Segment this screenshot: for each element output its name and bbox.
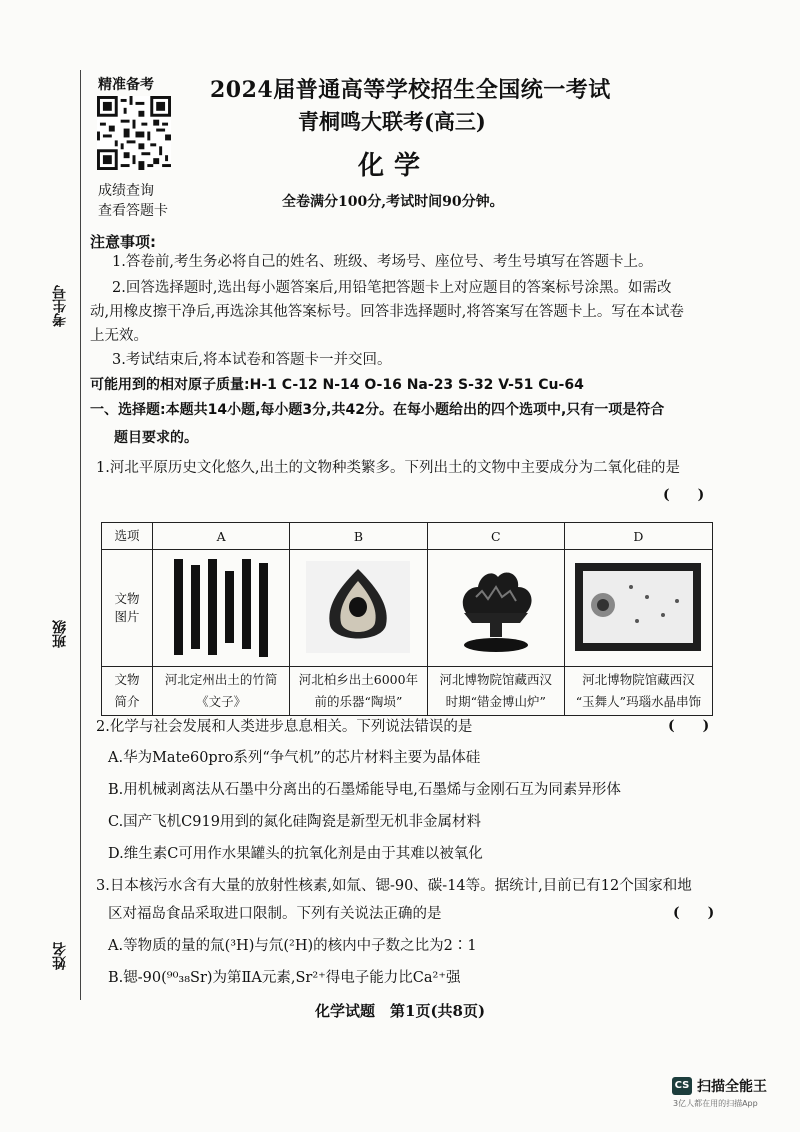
image-jade-dancer — [564, 550, 712, 667]
qr-code[interactable] — [97, 96, 171, 170]
table-header-image: 文物 图片 — [102, 550, 153, 667]
bamboo-slips-image — [161, 557, 281, 657]
q2-option-b: B.用机械剥离法从石墨中分离出的石墨烯能导电,石墨烯与金刚石互为同素异形体 — [108, 782, 621, 798]
notice-heading: 注意事项: — [90, 233, 156, 251]
q3-answer-blank[interactable]: ( ) — [673, 905, 715, 921]
option-desc-c: 河北博物院馆藏西汉 时期“错金博山炉” — [427, 667, 564, 716]
option-desc-a: 河北定州出土的竹简 《文子》 — [153, 667, 290, 716]
q2-option-d: D.维生素C可用作水果罐头的抗氧化剂是由于其难以被氧化 — [108, 846, 483, 862]
option-desc-b: 河北柏乡出土6000年 前的乐器“陶埙” — [290, 667, 427, 716]
qr-title: 精准备考 — [98, 77, 154, 93]
notice-item-2-line2: 动,用橡皮擦干净后,再选涂其他答案标号。回答非选择题时,将答案写在答题卡上。写在本试卷 — [90, 304, 684, 320]
image-pottery-xun — [290, 550, 427, 667]
q3-option-b: B.锶-90(⁹⁰₃₈Sr)为第ⅡA元素,Sr²⁺得电子能力比Ca²⁺强 — [108, 970, 461, 986]
section-heading-line1: 一、选择题:本题共14小题,每小题3分,共42分。在每小题给出的四个选项中,只有一项是符合 — [90, 402, 665, 418]
q3-stem-line1: 3.日本核污水含有大量的放射性核素,如氚、锶-90、碳-14等。据统计,目前已有12个国家和地 — [96, 878, 692, 894]
qr-caption-scores: 成绩查询 — [98, 183, 154, 199]
scanner-tagline: 3亿人都在用的扫描App — [673, 1099, 758, 1108]
option-letter-d: D — [564, 523, 712, 550]
atomic-masses: 可能用到的相对原子质量:H-1 C-12 N-14 O-16 Na-23 S-32 V-51 Cu-64 — [90, 377, 584, 393]
class-label: 班级 — [52, 620, 68, 648]
q1-answer-blank[interactable]: ( ) — [663, 487, 705, 503]
notice-item-2-line1: 2.回答选择题时,选出每小题答案后,用铅笔把答题卡上对应题目的答案标号涂黑。如需改 — [112, 280, 672, 296]
q3-option-a: A.等物质的量的氚(³H)与氘(²H)的核内中子数之比为2∶1 — [108, 938, 477, 954]
section-heading-line2: 题目要求的。 — [114, 430, 198, 446]
option-desc-d: 河北博物院馆藏西汉 “玉舞人”玛瑙水晶串饰 — [564, 667, 712, 716]
exam-title: 2024届普通高等学校招生全国统一考试 — [210, 77, 611, 103]
q3-stem-line2: 区对福岛食品采取进口限制。下列有关说法正确的是 — [108, 906, 442, 922]
option-letter-a: A — [153, 523, 290, 550]
image-incense-burner — [427, 550, 564, 667]
binding-line — [80, 70, 81, 1000]
q2-option-a: A.华为Mate60pro系列“争气机”的芯片材料主要为晶体硅 — [108, 750, 481, 766]
notice-item-2-line3: 上无效。 — [90, 328, 148, 344]
q2-answer-blank[interactable]: ( ) — [668, 718, 710, 734]
notice-item-3: 3.考试结束后,将本试卷和答题卡一并交回。 — [112, 352, 392, 368]
notice-item-1: 1.答卷前,考生务必将自己的姓名、班级、考场号、座位号、考生号填写在答题卡上。 — [112, 254, 653, 270]
option-letter-b: B — [290, 523, 427, 550]
exam-subtitle: 青桐鸣大联考(高三) — [298, 109, 486, 134]
jade-dancer-image — [573, 557, 703, 657]
incense-burner-image — [436, 557, 556, 657]
option-letter-c: C — [427, 523, 564, 550]
name-label: 姓名 — [52, 942, 68, 970]
image-bamboo-slips — [153, 550, 290, 667]
pottery-xun-image — [298, 557, 418, 657]
qr-caption-answer-card: 查看答题卡 — [98, 203, 168, 219]
table-header-option: 选项 — [102, 523, 153, 550]
exam-number-label: 考生号 — [52, 285, 68, 327]
q1-options-table — [101, 522, 713, 716]
table-header-desc: 文物 简介 — [102, 667, 153, 716]
subject-title: 化学 — [358, 151, 431, 181]
q2-option-c: C.国产飞机C919用到的氮化硅陶瓷是新型无机非金属材料 — [108, 814, 481, 830]
full-marks-note: 全卷满分100分,考试时间90分钟。 — [282, 194, 504, 210]
scanner-logo-icon: CS — [672, 1077, 692, 1095]
q2-stem: 2.化学与社会发展和人类进步息息相关。下列说法错误的是 — [96, 719, 473, 735]
q1-stem: 1.河北平原历史文化悠久,出土的文物种类繁多。下列出土的文物中主要成分为二氧化硅的是 — [96, 460, 680, 476]
scanner-app-name: 扫描全能王 — [697, 1079, 767, 1095]
page-footer: 化学试题 第1页(共8页) — [315, 1002, 486, 1020]
